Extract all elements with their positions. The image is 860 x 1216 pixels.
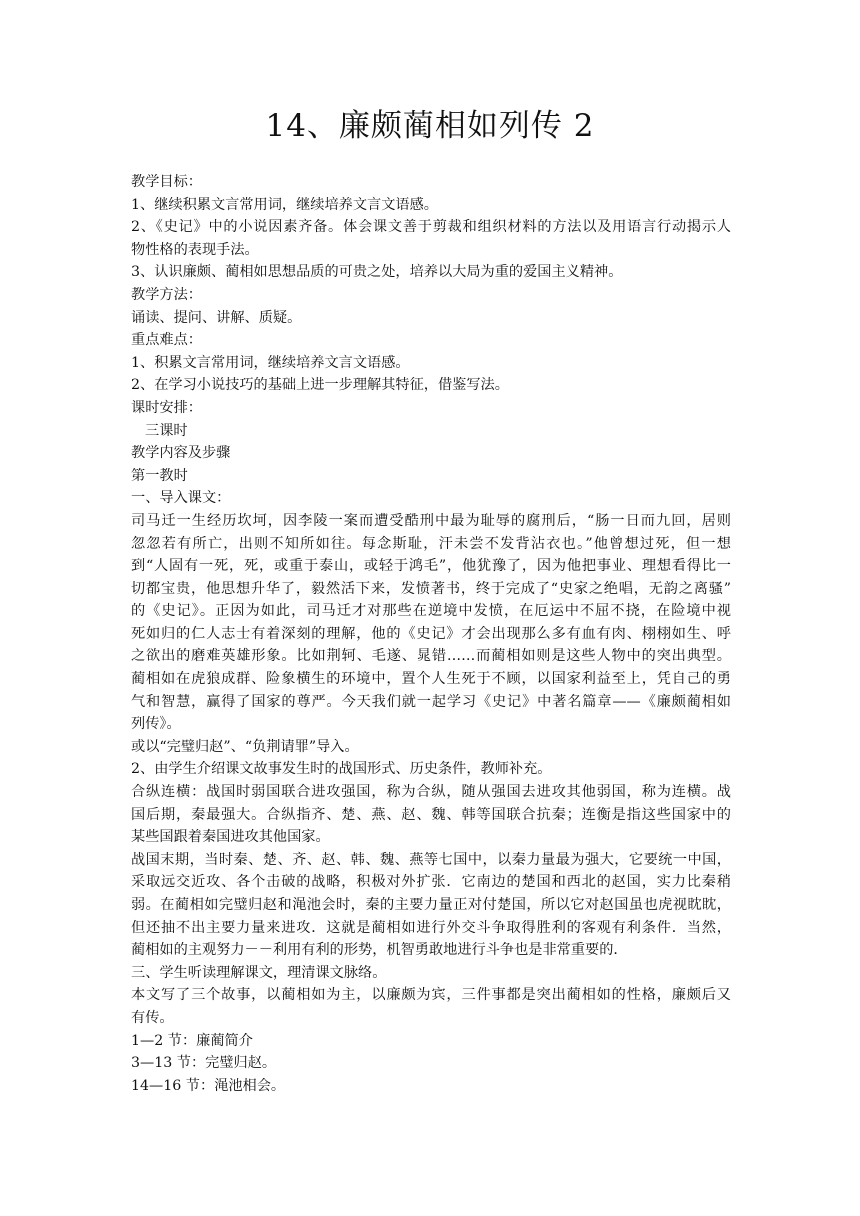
- text-line: 3、认识廉颇、蔺相如思想品质的可贵之处，培养以大局为重的爱国主义精神。: [131, 264, 623, 281]
- text-line: 合纵连横：战国时弱国联合进攻强国，称为合纵，随从强国去进攻其他弱国，称为连横。战: [131, 784, 731, 801]
- text-line: 教学目标：: [131, 174, 202, 190]
- text-line: 教学方法：: [131, 286, 202, 303]
- page-title: 14、廉颇蔺相如列传 2: [265, 108, 595, 144]
- text-line: 三课时: [145, 422, 188, 439]
- document-body: [131, 171, 731, 1097]
- text-line: 1、积累文言常用词，继续培养文言文语感。: [131, 354, 410, 371]
- text-line: 重点难点：: [131, 332, 202, 349]
- text-line: 某些国跟着秦国进攻其他国家。: [131, 829, 330, 846]
- text-line: 切都宝贵，他思想升华了，毅然活下来，发愤著书，终于完成了“史家之绝唱，无韵之离骚”: [131, 580, 731, 597]
- text-line: 蔺相如的主观努力－－利用有利的形势，机智勇敢地进行斗争也是非常重要的．: [131, 942, 628, 959]
- text-line: 采取远交近攻、各个击破的战略，积极对外扩张．它南边的楚国和西北的赵国，实力比秦稍: [131, 874, 731, 891]
- text-line: 死如归的仁人志士有着深刻的理解，他的《史记》才会出现那么多有血有肉、栩栩如生、呼: [131, 625, 731, 642]
- text-line: 物性格的表现手法。: [131, 241, 259, 258]
- text-line: 1—2 节：廉蔺简介: [131, 1032, 253, 1049]
- text-line: 有传。: [131, 1009, 174, 1026]
- text-line: 2、在学习小说技巧的基础上进一步理解其特征，借鉴写法。: [131, 377, 509, 394]
- text-line: 司马迁一生经历坎坷，因李陵一案而遭受酷刑中最为耻辱的腐刑后，“肠一日而九回，居则: [131, 512, 731, 529]
- text-line: 到“人固有一死，死，或重于泰山，或轻于鸿毛”，他犹豫了，因为他把事业、理想看得比一: [131, 558, 731, 575]
- text-line: 的《史记》。正因为如此，司马迁才对那些在逆境中发愤，在厄运中不屈不挠，在险境中视: [131, 603, 731, 620]
- text-line: 或以“完璧归赵”、“负荆请罪”导入。: [131, 738, 359, 755]
- text-line: 2、由学生介绍课文故事发生时的战国形式、历史条件，教师补充。: [131, 761, 552, 778]
- text-line: 之欲出的磨难英雄形象。比如荆轲、毛遂、晁错……而蔺相如则是这些人物中的突出典型。: [131, 648, 731, 665]
- text-line: 弱。在蔺相如完璧归赵和渑池会时，秦的主要力量正对付楚国，所以它对赵国虽也虎视眈眈，: [131, 897, 731, 913]
- text-line: 14—16 节：渑池相会。: [131, 1077, 286, 1094]
- text-line: 三、学生听读理解课文，理清课文脉络。: [131, 964, 387, 981]
- text-line: 3—13 节：完璧归赵。: [131, 1055, 277, 1072]
- text-line: 第一教时: [131, 467, 188, 484]
- text-line: 蔺相如在虎狼成群、险象横生的环境中，置个人生死于不顾，以国家利益至上，凭自己的勇: [131, 671, 731, 688]
- text-line: 但还抽不出主要力量来进攻．这就是蔺相如进行外交斗争取得胜利的客观有利条件．当然，: [131, 919, 731, 936]
- text-line: 忽忽若有所亡，出则不知所如往。每念斯耻，汗未尝不发背沾衣也。”他曾想过死，但一想: [131, 535, 731, 552]
- text-line: 本文写了三个故事，以蔺相如为主，以廉颇为宾，三件事都是突出蔺相如的性格，廉颇后又: [131, 987, 731, 1004]
- text-line: 国后期，秦最强大。合纵指齐、楚、燕、赵、魏、韩等国联合抗秦；连衡是指这些国家中的: [131, 806, 731, 823]
- text-line: 列传》。: [131, 716, 181, 733]
- text-line: 1、继续积累文言常用词，继续培养文言文语感。: [131, 196, 438, 213]
- text-line: 一、导入课文：: [131, 490, 231, 507]
- text-line: 课时安排：: [131, 399, 202, 416]
- text-line: 2、《史记》中的小说因素齐备。体会课文善于剪裁和组织材料的方法以及用语言行动揭示人: [131, 219, 731, 236]
- text-line: 教学内容及步骤: [131, 445, 231, 462]
- text-line: 战国末期，当时秦、楚、齐、赵、韩、魏、燕等七国中，以秦力量最为强大，它要统一中国，: [131, 851, 731, 868]
- text-line: 诵读、提问、讲解、质疑。: [131, 309, 302, 326]
- text-line: 气和智慧，赢得了国家的尊严。今天我们就一起学习《史记》中著名篇章——《廉颇蔺相如: [131, 693, 731, 710]
